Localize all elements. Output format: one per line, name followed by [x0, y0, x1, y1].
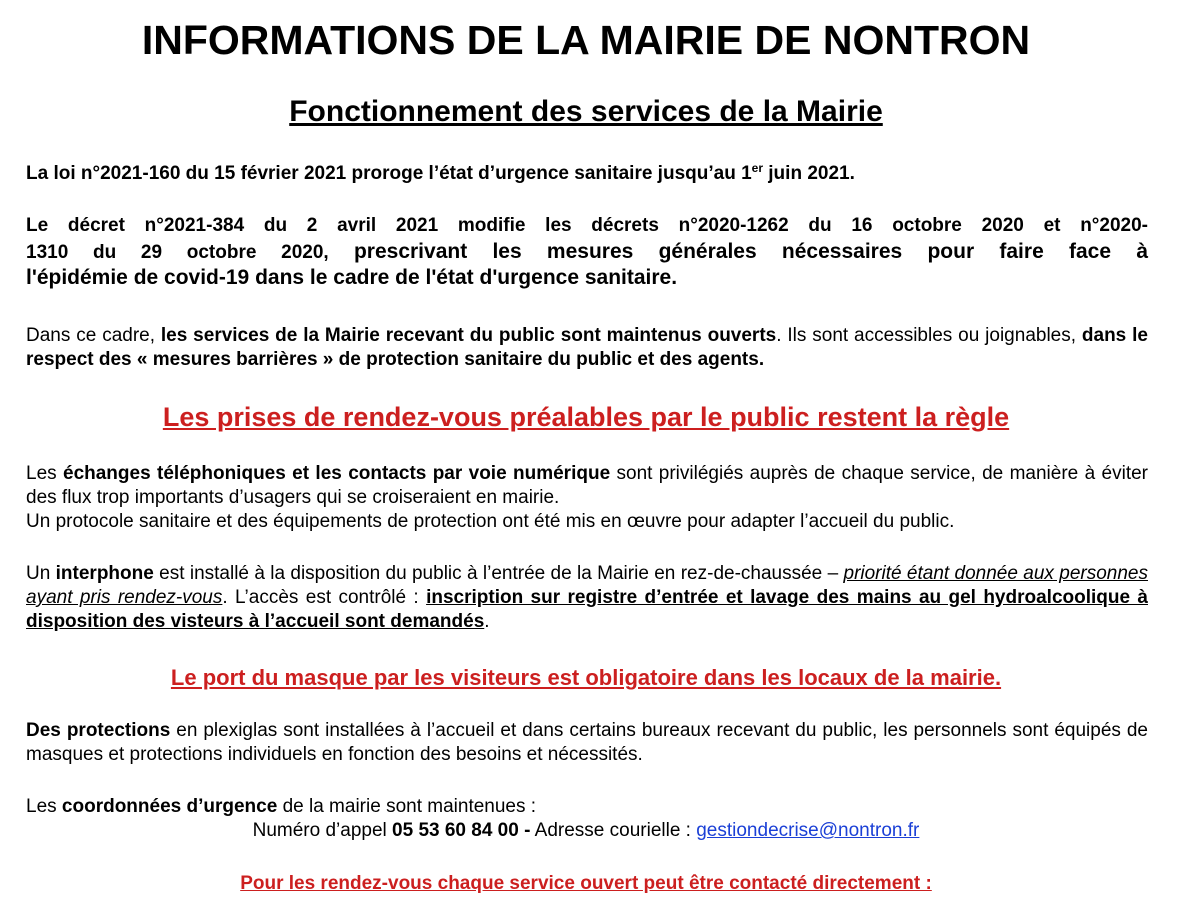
page-subtitle: Fonctionnement des services de la Mairie [289, 95, 883, 128]
paragraph-cadre [26, 324, 1148, 372]
decret-line-3: l'épidémie de covid-19 dans le cadre de l'état d'urgence sanitaire. [26, 266, 678, 289]
paragraph-protections [26, 719, 1148, 767]
cadre-text-4: dans le respect des « mesures barrières » de protection sanitaire du public et des agents. [26, 325, 1148, 370]
loi-text: La loi n°2021-160 du 15 février 2021 proroge l’état d’urgence sanitaire jusqu’au 1 [26, 163, 752, 184]
decret-line-2-small: 1310 du 29 octobre 2020, [26, 242, 329, 263]
decret-line-1: Le décret n°2021-384 du 2 avril 2021 modifie les décrets n°2020-1262 du 16 octobre 2020 et n°2020- [26, 215, 1148, 236]
decret-line-2 [26, 239, 1148, 265]
interphone-registre-text: inscription sur registre d’entrée et lavage des mains au gel hydroalcoolique à disposition des visteurs à l’accueil sont demandés [26, 587, 1148, 632]
contact-line [0, 819, 1172, 843]
coordonnees-text-1: Les [26, 796, 62, 817]
paragraph-interphone [26, 562, 1148, 634]
page-title: INFORMATIONS DE LA MAIRIE DE NONTRON [141, 17, 1031, 63]
cadre-text-3: . Ils sont accessibles ou joignables, [776, 325, 1082, 346]
heading-rendez-vous: Les prises de rendez-vous préalables par le public restent la règle [162, 402, 1010, 432]
loi-sup: er [751, 161, 763, 175]
interphone-priority-text: priorité étant donnée aux personnes ayant pris rendez-vous [26, 563, 1148, 608]
paragraph-decret [26, 214, 1148, 290]
echanges-text-1: Les [26, 463, 63, 484]
coordonnees-text-2: coordonnées d’urgence [61, 796, 278, 817]
interphone-text-3: est installé à la disposition du public à l’entrée de la Mairie en rez-de-chaussée – [153, 563, 844, 584]
cadre-text-1: Dans ce cadre, [26, 325, 161, 346]
cadre-text-2: les services de la Mairie recevant du public sont maintenus ouverts [160, 325, 777, 346]
protections-text-1: Des protections [26, 720, 171, 741]
contact-mail-label: Adresse courielle : [530, 820, 697, 841]
contact-label: Numéro d’appel [252, 820, 393, 841]
echanges-text-2: échanges téléphoniques et les contacts par voie numérique [63, 463, 611, 484]
contact-phone: 05 53 60 84 00 - [392, 820, 531, 841]
footer-heading: Pour les rendez-vous chaque service ouvert peut être contacté directement : [240, 873, 932, 894]
interphone-text-1: Un [26, 563, 56, 584]
paragraph-echanges [26, 462, 1148, 534]
echanges-text-4: Un protocole sanitaire et des équipements de protection ont été mis en œuvre pour adapter l’accueil du public. [26, 511, 955, 532]
loi-end: juin 2021. [763, 163, 855, 184]
interphone-text-2: interphone [55, 563, 154, 584]
paragraph-coordonnees [26, 795, 1148, 819]
protections-text-2: en plexiglas sont installées à l’accueil et dans certains bureaux recevant du public, les personnels sont équipés de masques et protections individuels en fonction des besoins et nécessités. [26, 720, 1148, 765]
heading-masque: Le port du masque par les visiteurs est obligatoire dans les locaux de la mairie. [170, 665, 1002, 690]
paragraph-loi [26, 162, 1148, 186]
email-link[interactable]: gestiondecrise@nontron.fr [696, 820, 920, 841]
echanges-text-3: sont privilégiés auprès de chaque service, de manière à éviter des flux trop importants d’usagers qui se croiseraient en mairie. [26, 463, 1148, 508]
coordonnees-text-3: de la mairie sont maintenues : [277, 796, 537, 817]
decret-line-2-big: prescrivant les mesures générales nécessaires pour faire face à [328, 240, 1148, 263]
interphone-text-7: . [484, 611, 490, 632]
interphone-text-5: . L’accès est contrôlé : [222, 587, 427, 608]
